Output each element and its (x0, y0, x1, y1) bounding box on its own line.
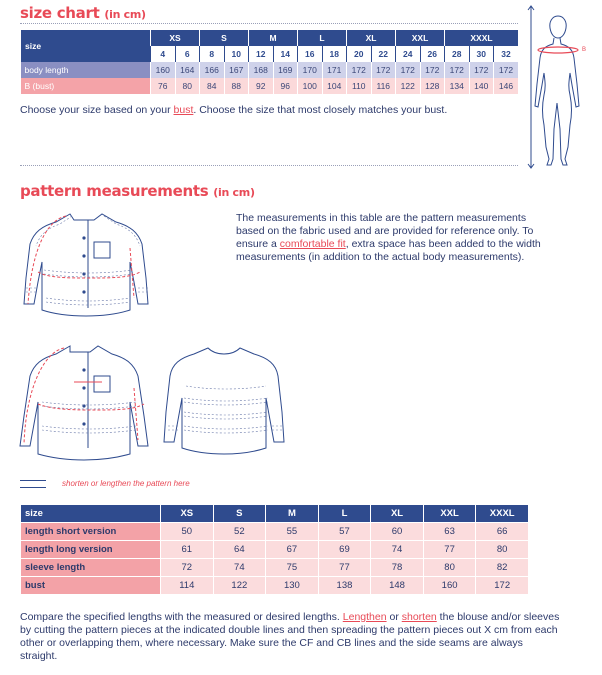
desc-text: The measurements in this table are the pattern measurements based on the fabric used and are provided for reference only. To ensure a (236, 212, 534, 250)
divider (20, 165, 518, 166)
size-col-s: S (213, 505, 266, 523)
jacket-back-illustration (160, 342, 290, 454)
value-cell: 77 (318, 559, 371, 577)
size-group-xs: XS (151, 30, 200, 46)
size-number-cell: 4 (151, 46, 176, 62)
value-cell: 82 (476, 559, 529, 577)
size-group-xxl: XXL (396, 30, 445, 46)
value-cell: 60 (371, 523, 424, 541)
value-cell: 172 (371, 62, 396, 78)
size-number-cell: 24 (396, 46, 421, 62)
size-number-cell: 8 (200, 46, 225, 62)
value-cell: 80 (175, 78, 200, 94)
value-cell: 61 (161, 541, 214, 559)
bust-figure-label: B (582, 47, 587, 53)
note-text: Choose your size based on your (20, 104, 174, 116)
value-cell: 92 (249, 78, 274, 94)
size-number-cell: 26 (420, 46, 445, 62)
row-label: length long version (21, 541, 161, 559)
size-col-l: L (318, 505, 371, 523)
pattern-row (21, 541, 529, 559)
value-cell: 172 (445, 62, 470, 78)
size-note (20, 104, 447, 117)
size-number-cell: 20 (347, 46, 372, 62)
value-cell: 69 (318, 541, 371, 559)
value-cell: 96 (273, 78, 298, 94)
size-group-s: S (200, 30, 249, 46)
value-cell: 160 (151, 62, 176, 78)
value-cell: 57 (318, 523, 371, 541)
pattern-unit: (in cm) (213, 186, 255, 199)
value-cell: 128 (420, 78, 445, 94)
size-col-xl: XL (371, 505, 424, 523)
comfortable-fit-link[interactable]: comfortable fit (279, 238, 346, 250)
size-col-xxxl: XXXL (476, 505, 529, 523)
value-cell: 138 (318, 577, 371, 595)
value-cell: 72 (161, 559, 214, 577)
lengthen-link[interactable]: Lengthen (342, 611, 387, 623)
note-text: . Choose the size that most closely matches your bust. (193, 104, 448, 116)
size-number-cell: 16 (298, 46, 323, 62)
pattern-row (21, 577, 529, 595)
bust-link[interactable]: bust (173, 104, 194, 116)
value-cell: 164 (175, 62, 200, 78)
size-number-cell: 18 (322, 46, 347, 62)
pattern-table (20, 504, 529, 595)
size-number-cell: 32 (494, 46, 519, 62)
value-cell: 116 (371, 78, 396, 94)
body-length-row (21, 62, 519, 78)
value-cell: 167 (224, 62, 249, 78)
value-cell: 122 (396, 78, 421, 94)
footer-text: or (386, 611, 402, 623)
size-number-cell: 14 (273, 46, 298, 62)
value-cell: 66 (476, 523, 529, 541)
size-header-cell: size (21, 30, 151, 62)
value-cell: 74 (213, 559, 266, 577)
shorten-link[interactable]: shorten (401, 611, 437, 623)
size-number-cell: 30 (469, 46, 494, 62)
size-number-cell: 6 (175, 46, 200, 62)
size-chart-title (20, 4, 146, 22)
jacket-front-short-illustration (18, 208, 158, 320)
value-cell: 169 (273, 62, 298, 78)
size-group-xl: XL (347, 30, 396, 46)
value-cell: 78 (371, 559, 424, 577)
value-cell: 146 (494, 78, 519, 94)
bust-row (21, 78, 519, 94)
value-cell: 172 (476, 577, 529, 595)
value-cell: 168 (249, 62, 274, 78)
size-chart-unit: (in cm) (104, 8, 146, 21)
value-cell: 130 (266, 577, 319, 595)
size-number-cell: 12 (249, 46, 274, 62)
value-cell: 134 (445, 78, 470, 94)
legend-text: shorten or lengthen the pattern here (62, 479, 190, 488)
value-cell: 172 (494, 62, 519, 78)
pattern-row (21, 559, 529, 577)
value-cell: 55 (266, 523, 319, 541)
value-cell: 63 (423, 523, 476, 541)
value-cell: 76 (151, 78, 176, 94)
row-label: sleeve length (21, 559, 161, 577)
value-cell: 77 (423, 541, 476, 559)
value-cell: 50 (161, 523, 214, 541)
size-group-xxxl: XXXL (445, 30, 519, 46)
value-cell: 122 (213, 577, 266, 595)
value-cell: 148 (371, 577, 424, 595)
pattern-title (20, 182, 255, 200)
value-cell: 110 (347, 78, 372, 94)
size-group-m: M (249, 30, 298, 46)
size-chart-title-text: size chart (20, 4, 100, 22)
figure-head (550, 16, 566, 38)
footer-text: the blouse and/or sleeves by cutting the pattern pieces at the indicated double lines and then spreading the pattern pieces out X cm from each other or overlapping them, where necessary. Make sure the CF and CB lines and the side seams are always straight. (20, 611, 560, 662)
pattern-description (236, 212, 554, 264)
desc-text: , extra space has been added to the width measurements (in addition to the actual body measurements). (236, 238, 541, 263)
value-cell: 100 (298, 78, 323, 94)
value-cell: 172 (396, 62, 421, 78)
row-label: bust (21, 577, 161, 595)
size-number-cell: 22 (371, 46, 396, 62)
size-group-row (21, 30, 519, 46)
value-cell: 84 (200, 78, 225, 94)
row-label: body length (21, 62, 151, 78)
figure-body (535, 38, 579, 165)
size-col-m: M (266, 505, 319, 523)
double-line-legend-icon (20, 480, 46, 488)
value-cell: 140 (469, 78, 494, 94)
size-number-cell: 10 (224, 46, 249, 62)
bust-measure-line (538, 47, 578, 53)
size-col-xxl: XXL (423, 505, 476, 523)
size-header-cell: size (21, 505, 161, 523)
row-label: B (bust) (21, 78, 151, 94)
size-number-cell: 28 (445, 46, 470, 62)
value-cell: 74 (371, 541, 424, 559)
value-cell: 166 (200, 62, 225, 78)
pattern-header-row (21, 505, 529, 523)
size-group-l: L (298, 30, 347, 46)
value-cell: 67 (266, 541, 319, 559)
footer-text: Compare the specified lengths with the measured or desired lengths. (20, 611, 343, 623)
value-cell: 171 (322, 62, 347, 78)
pattern-row (21, 523, 529, 541)
value-cell: 170 (298, 62, 323, 78)
value-cell: 160 (423, 577, 476, 595)
body-figure-illustration (520, 4, 600, 172)
value-cell: 172 (420, 62, 445, 78)
value-cell: 114 (161, 577, 214, 595)
value-cell: 80 (423, 559, 476, 577)
value-cell: 104 (322, 78, 347, 94)
pattern-footer (20, 611, 560, 663)
value-cell: 88 (224, 78, 249, 94)
value-cell: 172 (469, 62, 494, 78)
value-cell: 64 (213, 541, 266, 559)
size-chart-table (20, 30, 518, 94)
pattern-title-text: pattern measurements (20, 182, 209, 200)
row-label: length short version (21, 523, 161, 541)
value-cell: 75 (266, 559, 319, 577)
divider (20, 23, 518, 24)
value-cell: 52 (213, 523, 266, 541)
size-col-xs: XS (161, 505, 214, 523)
jacket-front-long-illustration (14, 342, 164, 454)
value-cell: 172 (347, 62, 372, 78)
value-cell: 80 (476, 541, 529, 559)
